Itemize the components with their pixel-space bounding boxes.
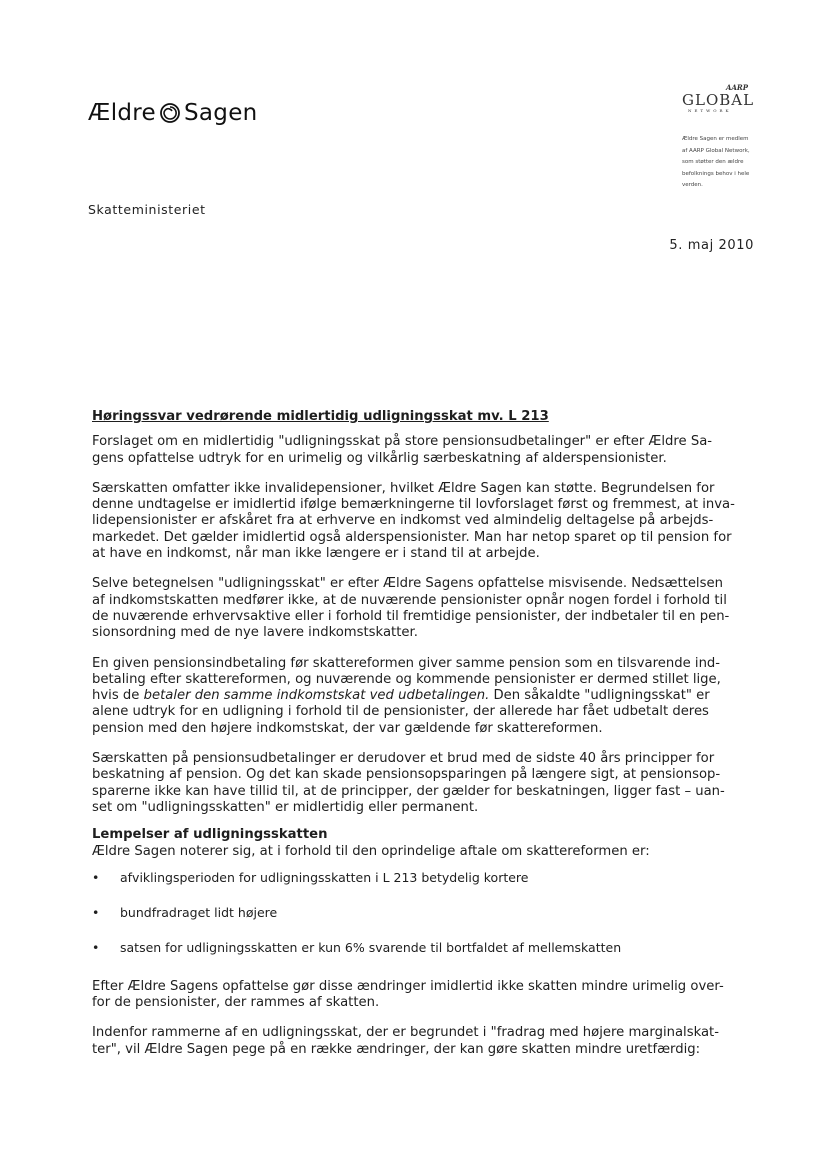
partner-note-line: af AARP Global Network, (682, 147, 750, 154)
text-line: Forslaget om en midlertidig "udligningsskat på store pensionsudbetalinger" er efter Ældre Sa- (92, 434, 713, 450)
partner-logo-sub: NETWORK (688, 108, 732, 113)
letter-date: 5. maj 2010 (669, 238, 754, 253)
list-item: • bundfradraget lidt højere (92, 905, 742, 921)
list-item: • afviklingsperioden for udligningsskatten i L 213 betydelig kortere (92, 870, 742, 886)
text-line: beskatning af pension. Og det kan skade pensionsopsparingen på længere sigt, at pensionsop- (92, 767, 721, 783)
logo-text-right: Sagen (184, 100, 258, 126)
text-line: Efter Ældre Sagens opfattelse gør disse ændringer imidlertid ikke skatten mindre urimelig over- (92, 978, 724, 994)
text-line: denne undtagelse er imidlertid ifølge bemærkningerne til lovforslaget først og fremmest, at inva- (92, 497, 735, 513)
text-line: gens opfattelse udtryk for en urimelig og vilkårlig særbeskatning af alderspensionister. (92, 450, 667, 466)
letter-body (92, 409, 742, 1058)
text-fragment: Den såkaldte "udligningsskat" er (489, 688, 710, 704)
partner-logo (682, 84, 762, 114)
text-line: af indkomstskatten medfører ikke, at de nuværende pensionister opnår nogen fordel i forhold til (92, 592, 727, 608)
list-item: • satsen for udligningsskatten er kun 6% svarende til bortfaldet af mellemskatten (92, 940, 742, 956)
partner-note-line: befolknings behov i hele (682, 170, 750, 177)
section-heading: Lempelser af udligningsskatten (92, 827, 328, 843)
paragraph-6 (92, 979, 742, 1012)
text-line: betaling efter skattereformen, og nuværende og kommende pensionister er dermed stillet lige, (92, 671, 721, 687)
partner-note-line: som støtter den ældre (682, 159, 744, 165)
text-line: sparerne ikke kan have tillid til, at de principper, der gælder for beskatningen, ligger fast – uan- (92, 783, 725, 799)
text-line: Selve betegnelsen "udligningsskat" er efter Ældre Sagens opfattelse misvisende. Nedsættelsen (92, 576, 723, 592)
text-line: alene udtryk for en udligning i forhold til de pensionister, der allerede har fået udbetalt deres (92, 704, 709, 720)
swirl-logo-icon (159, 102, 181, 124)
recipient: Skatteministeriet (88, 202, 206, 217)
text-line: for de pensionister, der rammes af skatten. (92, 995, 380, 1011)
text-line: set om "udligningsskatten" er midlertidig eller permanent. (92, 799, 479, 815)
text-line: Indenfor rammerne af en udligningsskat, der er begrundet i "fradrag med højere marginalskat- (92, 1025, 719, 1041)
paragraph-2 (92, 481, 742, 562)
paragraph-3 (92, 576, 742, 641)
text-line: lidepensionister er afskåret fra at erhverve en indkomst ved almindelig deltagelse på arbejds- (92, 513, 714, 529)
org-logo (88, 100, 258, 126)
logo-text-left: Ældre (88, 100, 156, 126)
partner-note-line: verden. (682, 182, 703, 188)
section-intro: Ældre Sagen noterer sig, at i forhold til den oprindelige aftale om skattereformen er: (92, 843, 650, 859)
paragraph-4 (92, 656, 742, 737)
text-line: ter", vil Ældre Sagen pege på en række ændringer, der kan gøre skatten mindre uretfærdig: (92, 1041, 701, 1057)
text-line: de nuværende erhvervsaktive eller i forhold til fremtidige pensionister, der indbetaler til en pen- (92, 608, 730, 624)
text-line (92, 688, 742, 704)
partner-logo-small: AARP (726, 83, 748, 92)
text-line: markedet. Det gælder imidlertid også alderspensionister. Man har netop sparet op til pension for (92, 529, 732, 545)
paragraph-5 (92, 751, 742, 816)
text-line: sionsordning med de nye lavere indkomstskatter. (92, 625, 418, 641)
italic-emphasis: betaler den samme indkomstskat ved udbetalingen. (143, 688, 490, 704)
bullet-list (92, 870, 742, 957)
paragraph-7 (92, 1025, 742, 1058)
text-line: En given pensionsindbetaling før skattereformen giver samme pension som en tilsvarende ind- (92, 655, 721, 671)
partner-logo-big: GLOBAL (682, 91, 755, 109)
partner-note-line: Ældre Sagen er medlem (682, 136, 749, 142)
text-line: Særskatten omfatter ikke invalidepensioner, hvilket Ældre Sagen kan støtte. Begrundelsen for (92, 480, 715, 496)
text-line: Særskatten på pensionsudbetalinger er derudover et brud med de sidste 40 års principper for (92, 751, 715, 767)
letter-heading: Høringssvar vedrørende midlertidig udligningsskat mv. L 213 (92, 409, 549, 424)
text-fragment: hvis de (92, 688, 144, 704)
paragraph-1 (92, 434, 742, 467)
partner-note (682, 134, 762, 192)
text-line: at have en indkomst, når man ikke længere er i stand til at arbejde. (92, 546, 540, 562)
text-line: pension med den højere indkomstskat, der var gældende før skattereformen. (92, 720, 603, 736)
